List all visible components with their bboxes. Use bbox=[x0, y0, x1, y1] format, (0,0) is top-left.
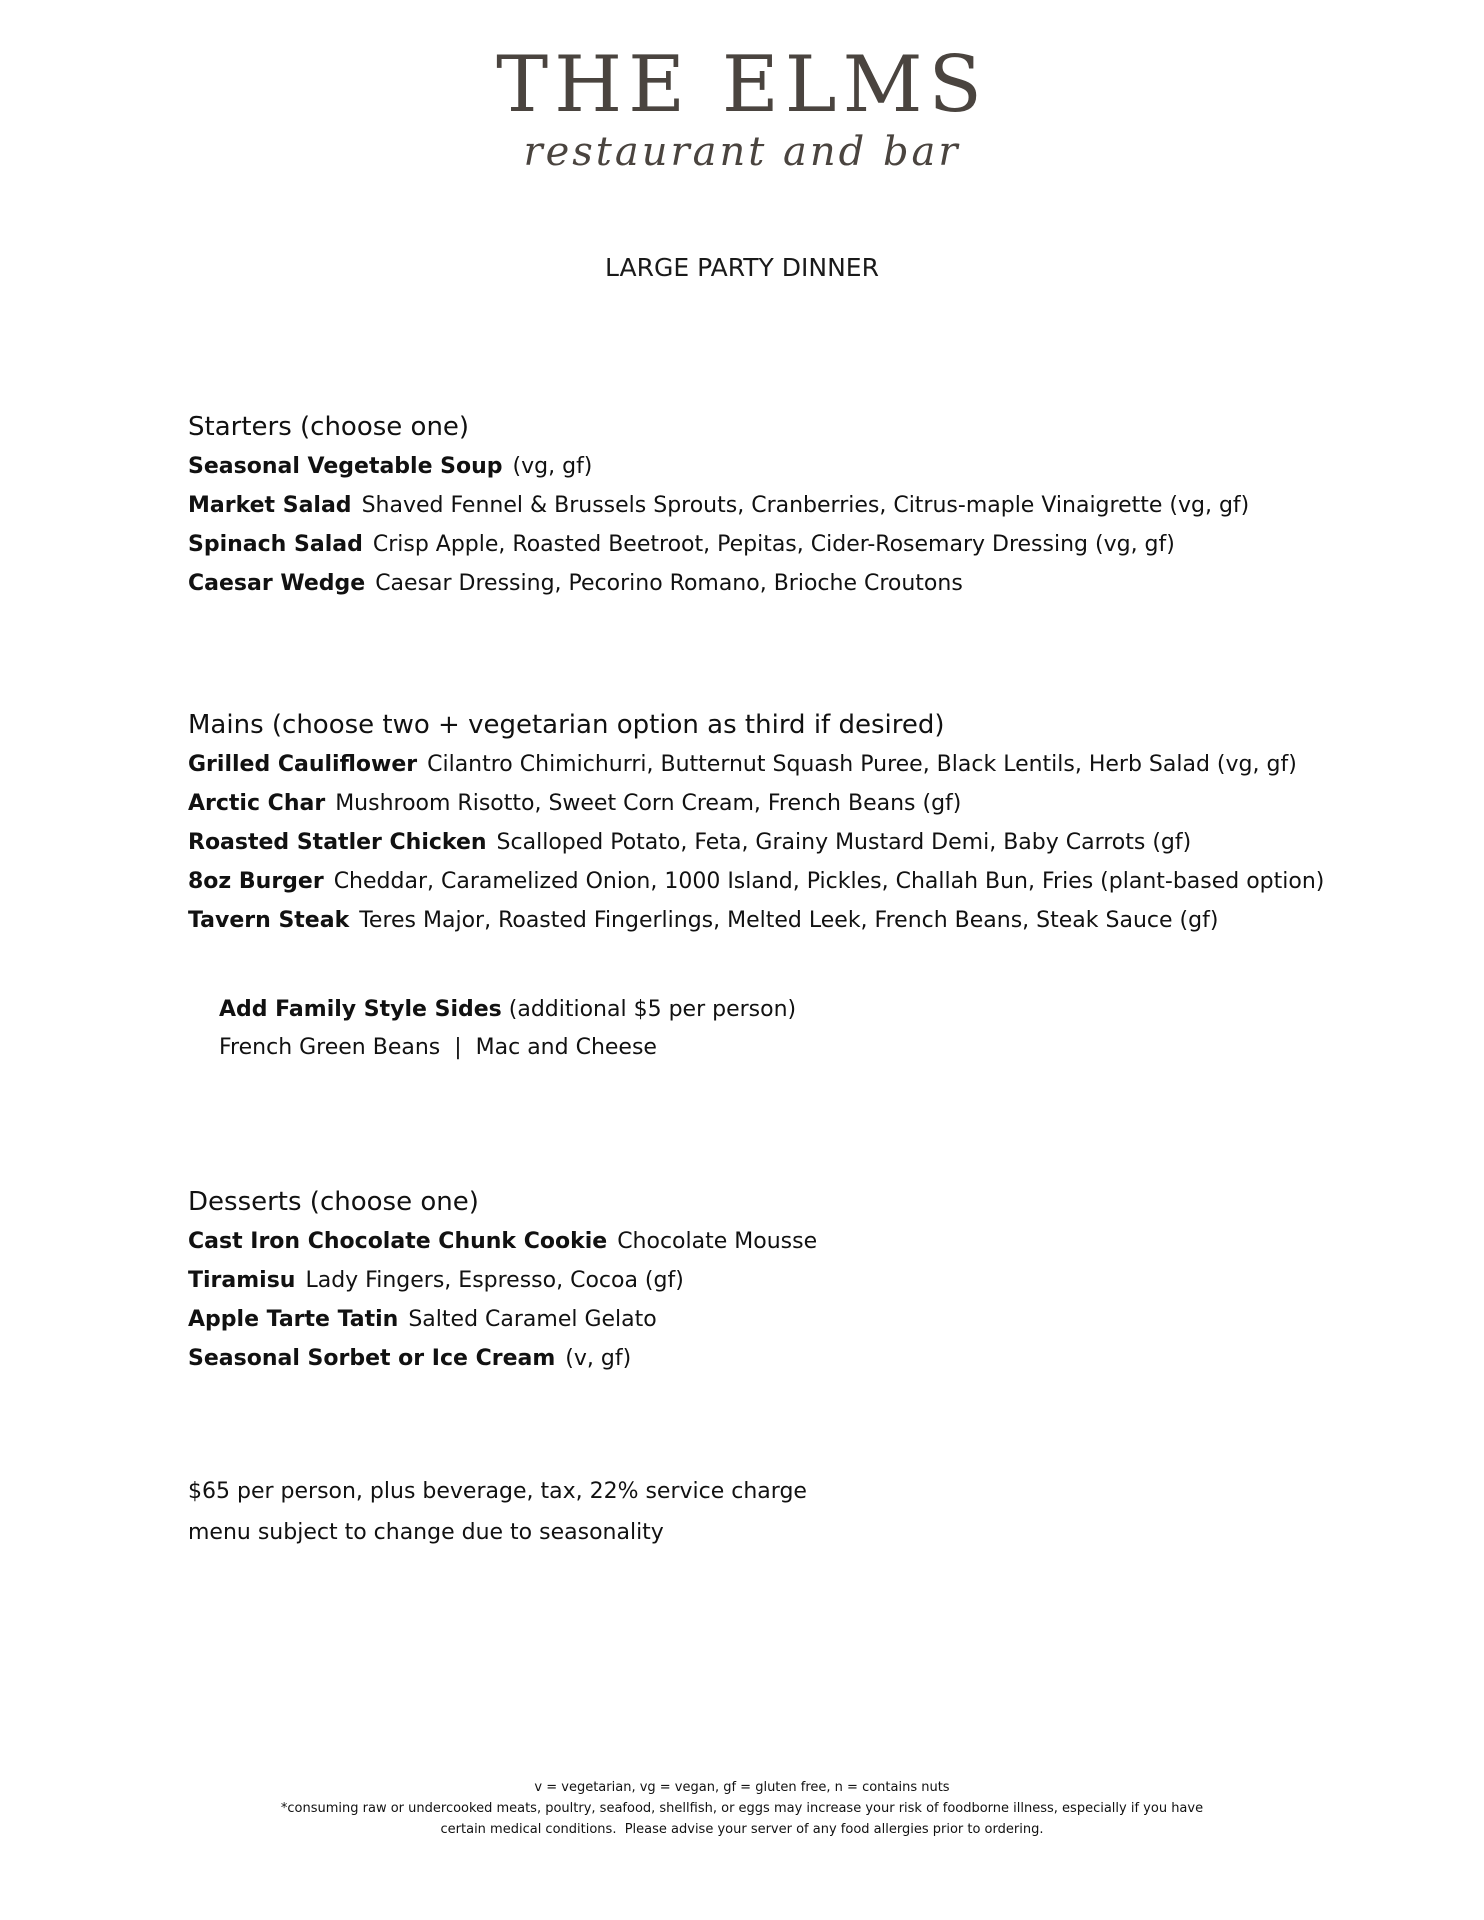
menu-item bbox=[188, 564, 1368, 603]
sides-title-line bbox=[219, 991, 796, 1029]
item-name: Seasonal Vegetable Soup bbox=[188, 454, 503, 479]
menu-item bbox=[188, 1261, 1368, 1300]
item-name: Cast Iron Chocolate Chunk Cookie bbox=[188, 1229, 608, 1254]
item-description: Scalloped Potato, Feta, Grainy Mustard Demi, Baby Carrots (gf) bbox=[496, 830, 1192, 855]
item-description: (v, gf) bbox=[565, 1346, 632, 1371]
restaurant-logo bbox=[0, 40, 1484, 174]
item-description: Chocolate Mousse bbox=[617, 1229, 818, 1254]
item-description: Salted Caramel Gelato bbox=[408, 1307, 657, 1332]
item-description: Cheddar, Caramelized Onion, 1000 Island, Pickles, Challah Bun, Fries (plant-based option) bbox=[333, 869, 1325, 894]
mains-section bbox=[188, 708, 1368, 940]
menu-item bbox=[188, 901, 1368, 940]
mains-heading: Mains (choose two + vegetarian option as third if desired) bbox=[188, 710, 945, 740]
menu-item bbox=[188, 862, 1368, 901]
item-name: Grilled Cauliflower bbox=[188, 752, 418, 777]
menu-item bbox=[188, 1300, 1368, 1339]
starters-section bbox=[188, 410, 1368, 603]
menu-title: LARGE PARTY DINNER bbox=[605, 253, 879, 282]
sides-title: Add Family Style Sides bbox=[219, 997, 502, 1022]
desserts-section bbox=[188, 1185, 1368, 1378]
item-name: Tavern Steak bbox=[188, 908, 350, 933]
price-line: $65 per person, plus beverage, tax, 22% service charge bbox=[188, 1479, 807, 1504]
item-description: (vg, gf) bbox=[512, 454, 593, 479]
menu-item bbox=[188, 823, 1368, 862]
item-name: Apple Tarte Tatin bbox=[188, 1307, 399, 1332]
foodborne-warning-line-2: certain medical conditions. Please advise your server of any food allergies prior to ordering. bbox=[440, 1822, 1044, 1837]
item-name: Market Salad bbox=[188, 493, 352, 518]
item-description: Lady Fingers, Espresso, Cocoa (gf) bbox=[305, 1268, 684, 1293]
item-name: 8oz Burger bbox=[188, 869, 324, 894]
menu-item bbox=[188, 525, 1368, 564]
menu-item bbox=[188, 745, 1368, 784]
item-description: Teres Major, Roasted Fingerlings, Melted Leek, French Beans, Steak Sauce (gf) bbox=[359, 908, 1219, 933]
family-style-sides bbox=[219, 991, 796, 1067]
sides-price-note: (additional $5 per person) bbox=[508, 997, 797, 1022]
sides-options: French Green Beans | Mac and Cheese bbox=[219, 1035, 657, 1060]
item-description: Crisp Apple, Roasted Beetroot, Pepitas, Cider-Rosemary Dressing (vg, gf) bbox=[372, 532, 1175, 557]
desserts-heading: Desserts (choose one) bbox=[188, 1187, 479, 1217]
pricing-info bbox=[188, 1471, 807, 1553]
menu-item bbox=[188, 1339, 1368, 1378]
logo-title: THE ELMS bbox=[496, 40, 988, 130]
item-description: Mushroom Risotto, Sweet Corn Cream, French Beans (gf) bbox=[335, 791, 962, 816]
starters-heading: Starters (choose one) bbox=[188, 412, 470, 442]
menu-item bbox=[188, 486, 1368, 525]
item-name: Roasted Statler Chicken bbox=[188, 830, 487, 855]
item-name: Seasonal Sorbet or Ice Cream bbox=[188, 1346, 556, 1371]
item-description: Caesar Dressing, Pecorino Romano, Brioche Croutons bbox=[375, 571, 963, 596]
item-name: Spinach Salad bbox=[188, 532, 363, 557]
diet-legend: v = vegetarian, vg = vegan, gf = gluten free, n = contains nuts bbox=[534, 1780, 950, 1795]
menu-item bbox=[188, 447, 1368, 486]
item-description: Shaved Fennel & Brussels Sprouts, Cranberries, Citrus-maple Vinaigrette (vg, gf) bbox=[361, 493, 1250, 518]
foodborne-warning-line-1: *consuming raw or undercooked meats, poultry, seafood, shellfish, or eggs may increase your risk of foodborne illness, especially if you have bbox=[280, 1801, 1204, 1816]
item-name: Arctic Char bbox=[188, 791, 326, 816]
item-name: Tiramisu bbox=[188, 1268, 296, 1293]
item-name: Caesar Wedge bbox=[188, 571, 366, 596]
menu-item bbox=[188, 784, 1368, 823]
footer-disclaimer bbox=[0, 1777, 1484, 1840]
menu-item bbox=[188, 1222, 1368, 1261]
seasonality-note: menu subject to change due to seasonality bbox=[188, 1520, 664, 1545]
item-description: Cilantro Chimichurri, Butternut Squash Puree, Black Lentils, Herb Salad (vg, gf) bbox=[427, 752, 1297, 777]
logo-subtitle: restaurant and bar bbox=[523, 129, 961, 175]
